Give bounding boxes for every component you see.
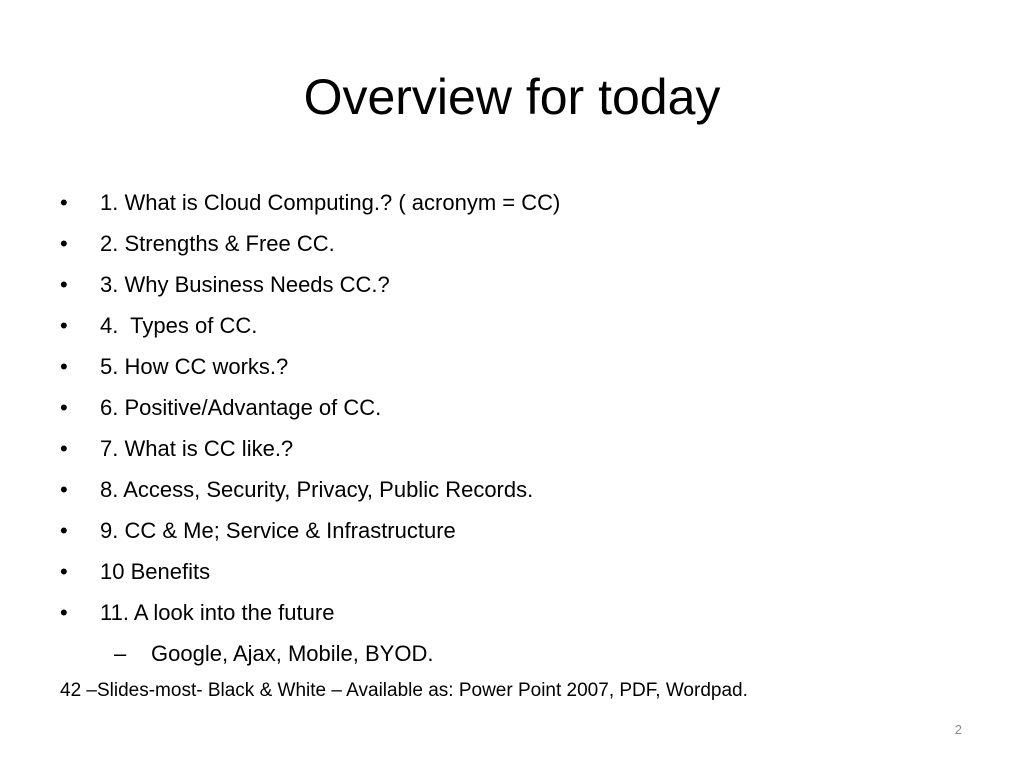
slide-title: Overview for today: [303, 69, 721, 125]
list-item-text: 2. Strengths & Free CC.: [100, 231, 335, 256]
list-item-text: 3. Why Business Needs CC.?: [100, 272, 390, 297]
list-item-text: 8. Access, Security, Privacy, Public Records.: [100, 477, 534, 502]
list-item-text: 7. What is CC like.?: [100, 436, 294, 461]
list-item-text: 10 Benefits: [100, 559, 211, 584]
list-item-text: 4. Types of CC.: [100, 313, 258, 338]
bullet-icon: •: [60, 477, 68, 502]
bullet-icon: •: [60, 436, 68, 461]
bullet-icon: •: [60, 559, 68, 584]
sub-list-item-text: Google, Ajax, Mobile, BYOD.: [151, 641, 434, 666]
list-item: [60, 430, 960, 471]
bullet-icon: •: [60, 190, 68, 215]
page-number: 2: [954, 722, 962, 737]
bullet-icon: •: [60, 600, 68, 625]
sub-list-item: [60, 635, 960, 676]
list-item: [60, 225, 960, 266]
list-item: [60, 389, 960, 430]
list-item: [60, 184, 960, 225]
list-item: [60, 266, 960, 307]
bullet-icon: •: [60, 395, 68, 420]
list-item-text: 11. A look into the future: [100, 600, 335, 625]
bullet-icon: •: [60, 354, 68, 379]
list-item: [60, 348, 960, 389]
list-item-text: 1. What is Cloud Computing.? ( acronym = CC): [100, 190, 561, 215]
bullet-list: [60, 184, 960, 676]
list-item-text: 6. Positive/Advantage of CC.: [100, 395, 382, 420]
bullet-icon: •: [60, 313, 68, 338]
list-item: [60, 553, 960, 594]
bullet-icon: •: [60, 231, 68, 256]
footer-note: 42 –Slides-most- Black & White – Available as: Power Point 2007, PDF, Wordpad.: [60, 680, 748, 701]
dash-icon: –: [114, 641, 127, 666]
list-item: [60, 307, 960, 348]
bullet-icon: •: [60, 272, 68, 297]
list-item: [60, 512, 960, 553]
list-item: [60, 471, 960, 512]
list-item-text: 5. How CC works.?: [100, 354, 289, 379]
bullet-icon: •: [60, 518, 68, 543]
list-item-text: 9. CC & Me; Service & Infrastructure: [100, 518, 456, 543]
list-item: [60, 594, 960, 635]
